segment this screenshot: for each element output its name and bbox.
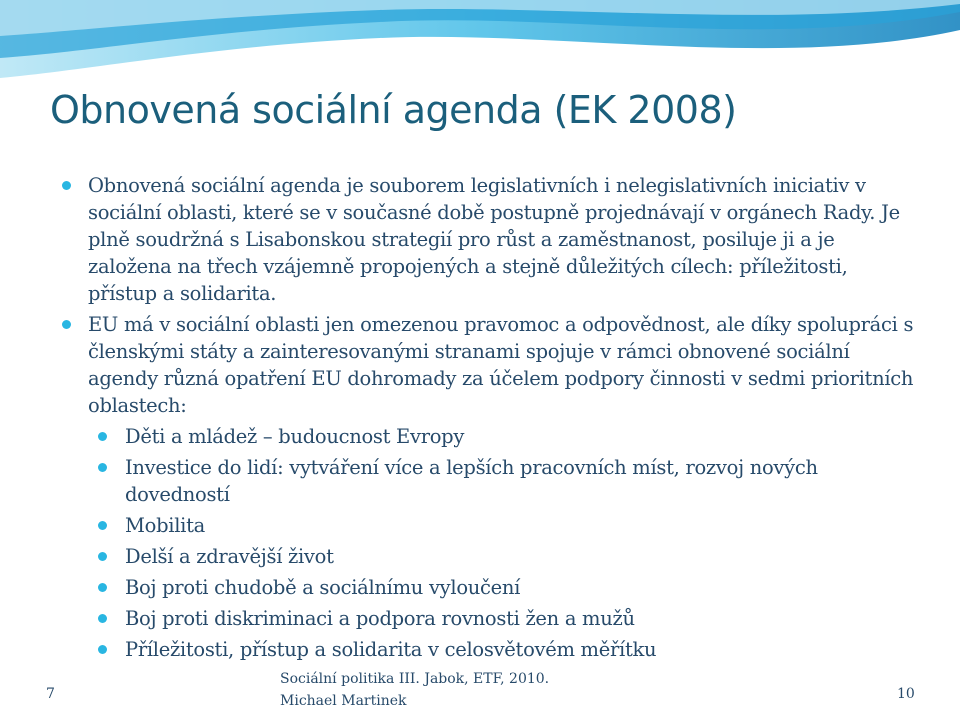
bullet-dot-icon	[98, 521, 107, 530]
sub-bullet-text: Boj proti diskriminaci a podpora rovnosti žen a mužů	[125, 607, 635, 630]
header-wave-decoration	[0, 0, 960, 90]
footer-course: Sociální politika III. Jabok, ETF, 2010.	[280, 671, 550, 687]
bullet-dot-icon	[98, 432, 107, 441]
slide-number-left: 7	[46, 686, 55, 702]
bullet-dot-icon	[98, 645, 107, 654]
bullet-dot-icon	[98, 583, 107, 592]
bullet-dot-icon	[98, 463, 107, 472]
sub-bullet-item	[58, 543, 918, 570]
bullet-dot-icon	[62, 320, 71, 329]
sub-bullet-text: Investice do lidí: vytváření více a lepších pracovních míst, rozvoj nových dovedností	[125, 456, 818, 506]
slide-number-right: 10	[897, 686, 915, 702]
sub-bullet-item	[58, 454, 918, 508]
sub-bullet-item	[58, 512, 918, 539]
bullet-item	[58, 172, 918, 307]
bullet-text: Obnovená sociální agenda je souborem legislativních i nelegislativních iniciativ v sociální oblasti, které se v současné době postupně projednávají v orgánech Rady. Je plně soudržná s Lisabonskou strategií pro růst a zaměstnanost, posiluje ji a je založena na třech vzájemně propojených a stejně důležitých cílech: příležitosti, přístup a solidarita.	[88, 174, 900, 305]
sub-bullet-text: Příležitosti, přístup a solidarita v celosvětovém měřítku	[125, 638, 657, 661]
sub-bullet-text: Boj proti chudobě a sociálnímu vyloučení	[125, 576, 521, 599]
sub-bullet-text: Mobilita	[125, 514, 205, 537]
sub-bullet-item	[58, 636, 918, 663]
bullet-text: EU má v sociální oblasti jen omezenou pravomoc a odpovědnost, ale díky spolupráci s členskými státy a zainteresovanými stranami spojuje v rámci obnovené sociální agendy různá opatření EU dohromady za účelem podpory činnosti v sedmi prioritních oblastech:	[88, 313, 914, 417]
bullet-dot-icon	[98, 614, 107, 623]
slide-content	[58, 172, 918, 663]
sub-bullet-item	[58, 423, 918, 450]
sub-bullet-text: Děti a mládež – budoucnost Evropy	[125, 425, 465, 448]
bullet-item	[58, 311, 918, 419]
bullet-dot-icon	[98, 552, 107, 561]
sub-bullet-text: Delší a zdravější život	[125, 545, 334, 568]
footer-author: Michael Martinek	[280, 693, 407, 709]
sub-bullet-item	[58, 574, 918, 601]
sub-bullet-item	[58, 605, 918, 632]
slide-title: Obnovená sociální agenda (EK 2008)	[50, 88, 737, 132]
footer-text	[280, 668, 549, 712]
bullet-dot-icon	[62, 181, 71, 190]
